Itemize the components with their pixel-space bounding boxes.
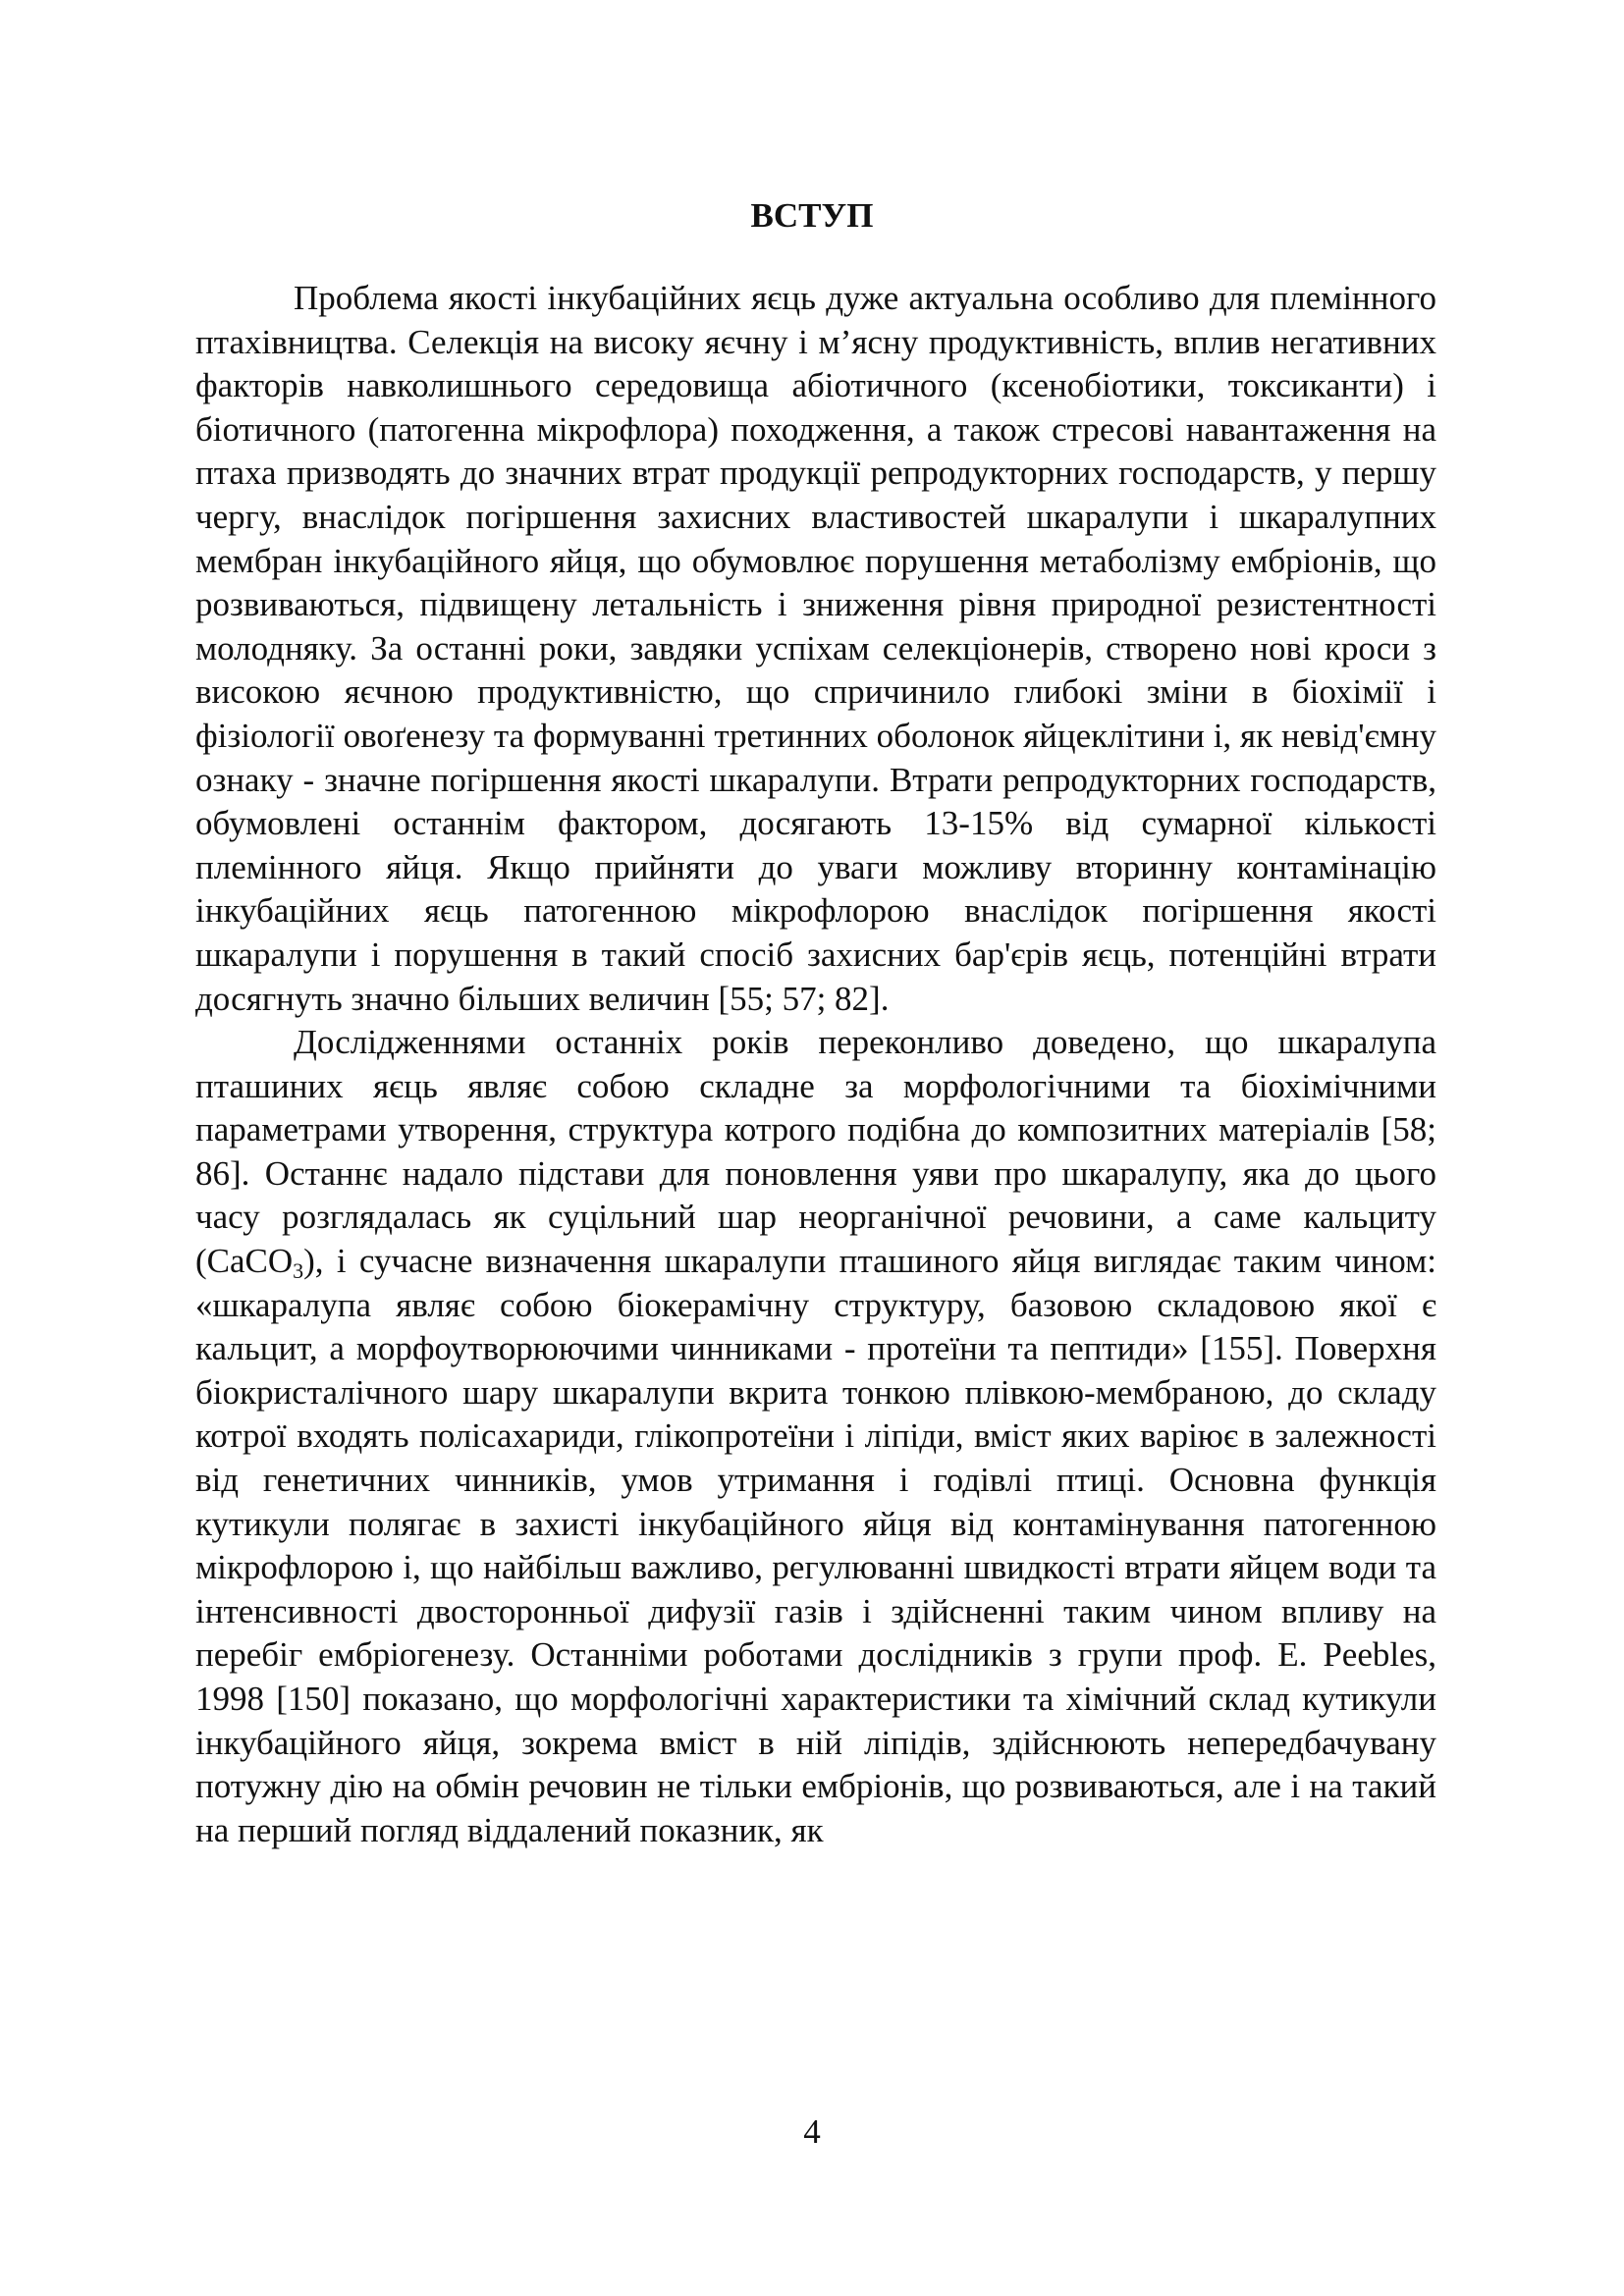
- page-number: 4: [803, 2112, 821, 2151]
- section-heading: ВСТУП: [750, 196, 874, 235]
- chemical-formula: [206, 1242, 304, 1284]
- paragraph-text: ), і сучасне визначення шкаралупи пташиного яйця виглядає таким чином: «шкаралупа являє собою біокерамічну структуру, базовою складовою якої є кальцит, а морфоутворюючими чинниками - протеїни та пептиди» [155]. Поверхня біокристалічного шару шкаралупи вкрита тонкою плівкою-мембраною, до складу котрої входять полісахариди, глікопротеїни і ліпіди, вміст яких варіює в залежності від генетичних чинників, умов утримання і годівлі птиці. Основна функція кутикули полягає в захисті інкубаційного яйця від контамінування патогенною мікрофлорою і, що найбільш важливо, регулюванні швидкості втрати яйцем води та інтенсивності двосторонньої дифузії газів і здійсненні таким чином впливу на перебіг ембріогенезу. Останніми роботами дослідників з групи проф. Е. Peebles, 1998 [150] показано, що морфологічні характеристики та хімічний склад кутикули інкубаційного яйця, зокрема вміст в ній ліпідів, здійснюють непередбачувану потужну дію на обмін речовин не тільки ембріонів, що розвиваються, але і на такий на перший погляд віддалений показник, як: [195, 1242, 1436, 1849]
- formula-subscript: 3: [293, 1258, 304, 1284]
- paragraph-text: Дослідженнями останніх років переконливо доведено, що шкаралупа пташиних яєць являє собою складне за морфологічними та біохімічними параметрами утворення, структура котрого подібна до композитних матеріалів [58; 86]. Останнє надало підстави для поновлення уяви про шкаралупу, яка до цього часу розглядалась як суцільний шар неорганічної речовини, а саме кальциту (: [195, 1023, 1436, 1281]
- paragraph: [195, 1021, 1436, 1852]
- body-text: [195, 277, 1436, 1852]
- formula-main: CaCO: [206, 1242, 294, 1281]
- paragraph: Проблема якості інкубаційних яєць дуже актуальна особливо для племінного птахівництва. Селекція на високу яєчну і м’ясну продуктивність, вплив негативних факторів навколишнього середовища абіотичного (ксенобіотики, токсиканти) і біотичного (патогенна мікрофлора) походження, а також стресові навантаження на птаха призводять до значних втрат продукції репродукторних господарств, у першу чергу, внаслідок погіршення захисних властивостей шкаралупи і шкаралупних мембран інкубаційного яйця, що обумовлює порушення метаболізму ембріонів, що розвиваються, підвищену летальність і зниження рівня природної резистентності молодняку. За останні роки, завдяки успіхам селекціонерів, створено нові кроси з високою яєчною продуктивністю, що спричинило глибокі зміни в біохімії і фізіології овоґенезу та формуванні третинних оболонок яйцеклітини і, як невід'ємну ознаку - значне погіршення якості шкаралупи. Втрати репродукторних господарств, обумовлені останнім фактором, досягають 13-15% від сумарної кількості племінного яйця. Якщо прийняти до уваги можливу вторинну контамінацію інкубаційних яєць патогенною мікрофлорою внаслідок погіршення якості шкаралупи і порушення в такий спосіб захисних бар'єрів яєць, потенційні втрати досягнуть значно більших величин [55; 57; 82].: [195, 279, 1436, 1018]
